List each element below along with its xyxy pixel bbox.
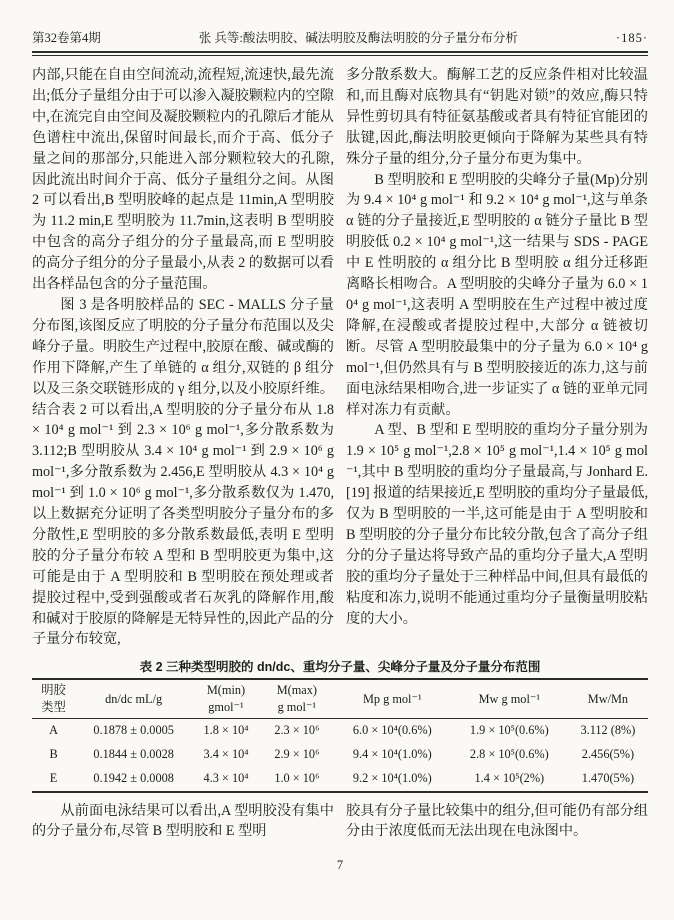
cell-mmax: 2.9 × 10⁶ — [274, 747, 320, 762]
paragraph: A 型、B 型和 E 型明胶的重均分子量分别为 1.9 × 10⁵ g mol⁻¹,2.8 × 10⁵ g mol⁻¹,1.4 × 10⁵ g mol⁻¹,其中 B 型明胶的重均分子量最高,与 Jonhard E. [19] 报道的结果接近,E 型明胶的重均分子量最低,仅为 B 型明胶的一半,这可能是由于 A 型明胶和 B 型明胶的分子量分布比较分散,包含了高分子组分的分子量达将导致产品的重均分子量大,A 型明胶的重均分子量处于三种样品中间,但具有最低的粘度和冻力,说明不能通过重均分子量衡量明胶粘度的大小。 — [346, 422, 648, 627]
cell-mmin: 3.4 × 10⁴ — [203, 747, 249, 762]
cell-mw: 1.9 × 10⁵(0.6%) — [469, 723, 549, 738]
running-title: 张 兵等:酸法明胶、碱法明胶及酶法明胶的分子量分布分析 — [198, 31, 518, 45]
header-page-number: ·185· — [615, 31, 648, 45]
header-rule-thin — [32, 55, 648, 56]
header-rule-thick — [32, 51, 648, 53]
cell-dndc: 0.1844 ± 0.0028 — [93, 747, 174, 762]
journal-issue: 第32卷第4期 — [32, 31, 101, 45]
left-column — [32, 65, 334, 650]
col-header-mw: Mw g mol⁻¹ — [451, 679, 568, 718]
page-header — [32, 28, 648, 46]
paragraph: 胶具有分子量比较集中的组分,但可能仍有部分组分由于浓度低而无法出现在电泳图中。 — [346, 802, 648, 840]
table-row — [32, 743, 648, 767]
col-header-dndc: dn/dc mL/g — [75, 679, 192, 718]
cell-dndc: 0.1942 ± 0.0008 — [93, 771, 174, 786]
paragraph: 内部,只能在自由空间流动,流程短,流速快,最先流出;低分子量组分由于可以渗入凝胶颗粒内的空隙中,在流完自由空间及凝胶颗粒内的孔隙后才能从色谱柱中流出,保留时间最长,而介于高、低分子量之间的那部分,只能进入部分颗粒较大的孔隙,因此流出时间介于高、低分子量组分之间。从图 2 可以看出,B 型明胶峰的起点是 11min,A 型明胶为 11.2 min,E 型明胶为 11.7min,这表明 B 型明胶中包含的高分子组分的分子量最高,而 E 型明胶的高分子组分的分子量最小,从表 2 的数据可以看出各样品包含的分子量范围。 — [32, 67, 334, 293]
cell-type: A — [49, 723, 58, 738]
cell-mp: 9.2 × 10⁴(1.0%) — [352, 771, 432, 786]
cell-mwmn: 2.456(5%) — [581, 747, 635, 762]
col-header-mmax: M(max) g mol⁻¹ — [260, 679, 334, 718]
after-table-right-column — [346, 801, 648, 843]
table-2-header — [32, 679, 648, 718]
table-2-title: 表 2 三种类型明胶的 dn/dc、重均分子量、尖峰分子量及分子量分布范围 — [139, 660, 541, 675]
col-header-mp: Mp g mol⁻¹ — [334, 679, 451, 718]
table-row — [32, 767, 648, 792]
footer-page-number: 7 — [336, 858, 344, 873]
cell-mmin: 4.3 × 10⁴ — [203, 771, 249, 786]
cell-mmax: 2.3 × 10⁶ — [274, 723, 320, 738]
cell-mp: 6.0 × 10⁴(0.6%) — [352, 723, 432, 738]
body-columns — [32, 65, 648, 650]
col-header-mwmn: Mw/Mn — [568, 679, 648, 718]
cell-mmin: 1.8 × 10⁴ — [203, 723, 249, 738]
cell-mw: 2.8 × 10⁵(0.6%) — [469, 747, 549, 762]
after-table-columns — [32, 801, 648, 843]
right-column — [346, 65, 648, 650]
table-row — [32, 718, 648, 743]
cell-mw: 1.4 × 10⁵(2%) — [474, 771, 545, 786]
table-2 — [32, 678, 648, 792]
paragraph: 图 3 是各明胶样品的 SEC - MALLS 分子量分布图,该图反应了明胶的分子量分布范围以及尖峰分子量。明胶生产过程中,胶原在酸、碱或酶的作用下降解,产生了单链的 α 组分,双链的 β 组分以及三条交联链形成的 γ 组分,以及小胶原纤维。结合表 2 可以看出,A 型明胶的分子量分布从 1.8 × 10⁴ g mol⁻¹ 到 2.3 × 10⁶ g mol⁻¹,多分散系数为 3.112;B 型明胶从 3.4 × 10⁴ g mol⁻¹ 到 2.9 × 10⁶ g mol⁻¹,多分散系数为 2.456,E 型明胶从 4.3 × 10⁴ g mol⁻¹ 到 1.0 × 10⁶ g mol⁻¹,多分散系数仅为 1.470,以上数据充分证明了各类型明胶分子量分布的多分散性,E 型明胶的多分散系数最低,表明 E 型明胶的分子量分布较 A 型和 B 型明胶更为集中,这可能是由于 A 型明胶和 B 型明胶在预处理或者提胶过程中,受到强酸或者石灰乳的降解作用,酸和碱对于胶原的降解是无特异性的,因此产品的分子量分布较宽, — [32, 296, 334, 648]
paragraph: 从前面电泳结果可以看出,A 型明胶没有集中的分子量分布,尽管 B 型明胶和 E 型明 — [32, 802, 334, 840]
paragraph: 多分散系数大。酶解工艺的反应条件相对比较温和,而且酶对底物具有“钥匙对锁”的效应,酶只特异性剪切具有特征氨基酸或者具有特征官能团的肽键,因此,酶法明胶更倾向于降解为某些具有特殊分子量的组分,分子量分布更为集中。 — [346, 67, 648, 167]
cell-mp: 9.4 × 10⁴(1.0%) — [352, 747, 432, 762]
cell-dndc: 0.1878 ± 0.0005 — [93, 723, 174, 738]
cell-mwmn: 1.470(5%) — [581, 771, 635, 786]
cell-mmax: 1.0 × 10⁶ — [274, 771, 320, 786]
after-table-left-column — [32, 801, 334, 843]
cell-type: E — [49, 771, 58, 786]
cell-type: B — [49, 747, 58, 762]
paragraph: B 型明胶和 E 型明胶的尖峰分子量(Mp)分别为 9.4 × 10⁴ g mol⁻¹ 和 9.2 × 10⁴ g mol⁻¹,这与单条 α 链的分子量接近,E 型明胶的 α 链分子量比 B 型明胶低 0.2 × 10⁴ g mol⁻¹,这一结果与 SDS - PAGE 中 E 性明胶的 α 组分比 B 型明胶 α 组分迁移距离略长相吻合。A 型明胶的尖峰分子量为 6.0 × 10⁴ g mol⁻¹,这表明 A 型明胶在生产过程中被过度降解,在浸酸或者提胶过程中,大部分 α 链被切断。尽管 A 型明胶最集中的分子量为 6.0 × 10⁴ g mol⁻¹,但仍然具有与 B 型明胶接近的冻力,这与前面电泳结果相吻合,进一步证实了 α 链的亚单元同样对冻力有贡献。 — [346, 171, 648, 418]
col-header-mmin: M(min) gmol⁻¹ — [192, 679, 260, 718]
col-header-gelatin-type: 明胶 类型 — [32, 679, 75, 718]
cell-mwmn: 3.112 (8%) — [580, 723, 636, 738]
